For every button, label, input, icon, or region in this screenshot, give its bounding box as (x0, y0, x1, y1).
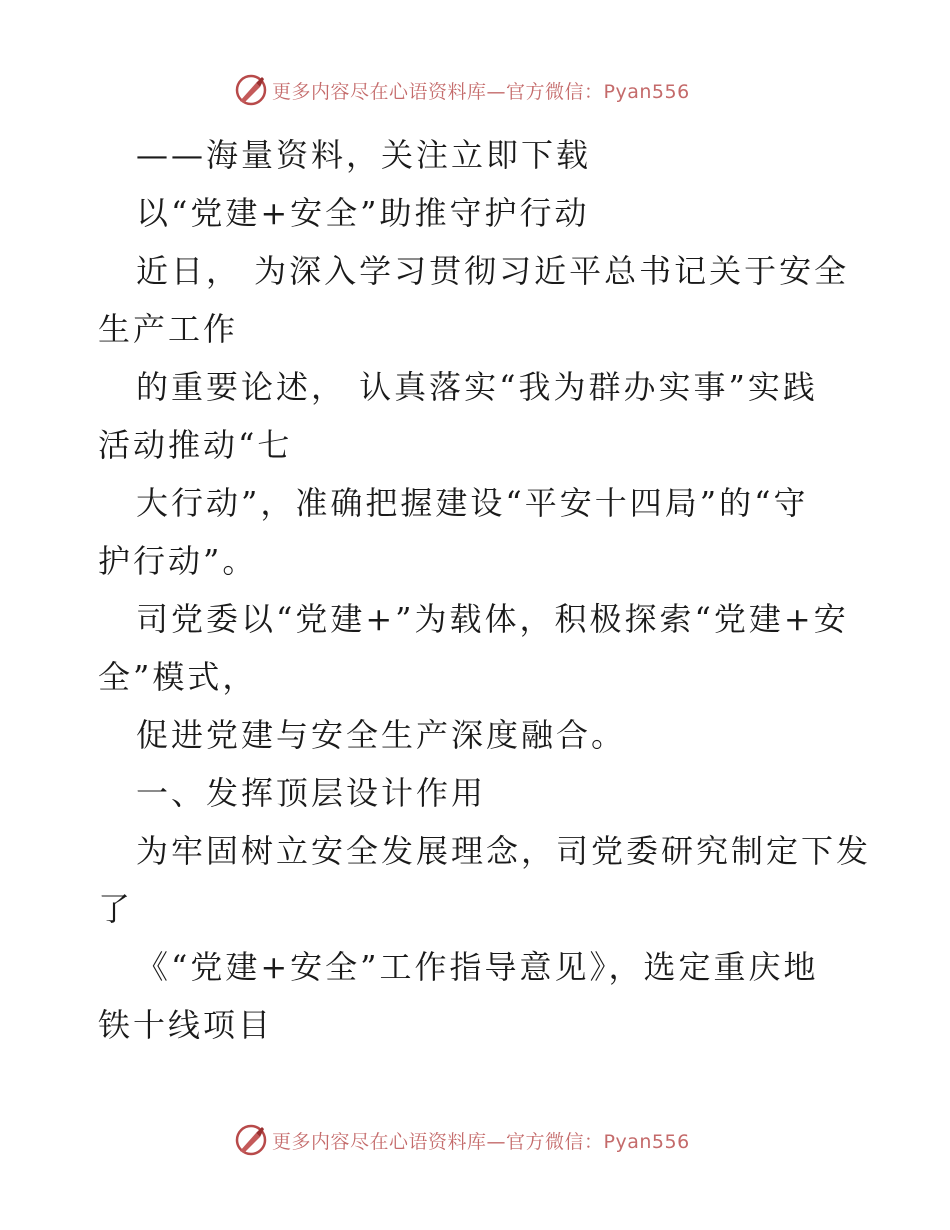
text-line: 活动推动“七 (98, 426, 293, 464)
pen-logo-icon (234, 73, 268, 107)
footer-watermark (234, 1122, 690, 1158)
text-line: 护行动”。 (98, 542, 258, 580)
text-line: 为牢固树立安全发展理念，司党委研究制定下发 (136, 832, 872, 870)
document-body (98, 126, 872, 1054)
text-line: 全”模式， (98, 658, 258, 696)
text-line: 的重要论述， 认真落实“我为群办实事”实践 (136, 368, 818, 406)
text-line: 铁十线项目 (98, 1006, 274, 1044)
text-line: 《“党建+安全”工作指导意见》，选定重庆地 (136, 948, 819, 986)
pen-logo-icon (234, 1123, 268, 1157)
text-line: 司党委以“党建+”为载体，积极探索“党建+安 (136, 600, 849, 638)
text-line: 近日， 为深入学习贯彻习近平总书记关于安全 (136, 252, 850, 290)
text-line: 了 (98, 890, 134, 928)
text-line: 大行动”，准确把握建设“平安十四局”的“守 (136, 484, 809, 522)
header-watermark (234, 72, 690, 108)
watermark-text: 更多内容尽在心语资料库—官方微信：Pyan556 (272, 80, 690, 103)
text-line: 以“党建+安全”助推守护行动 (136, 194, 590, 232)
text-line: 促进党建与安全生产深度融合。 (136, 716, 627, 754)
text-line: 生产工作 (98, 310, 239, 348)
text-line: 一、发挥顶层设计作用 (136, 774, 487, 812)
text-line: ——海量资料，关注立即下载 (136, 136, 592, 174)
watermark-text: 更多内容尽在心语资料库—官方微信：Pyan556 (272, 1130, 690, 1153)
